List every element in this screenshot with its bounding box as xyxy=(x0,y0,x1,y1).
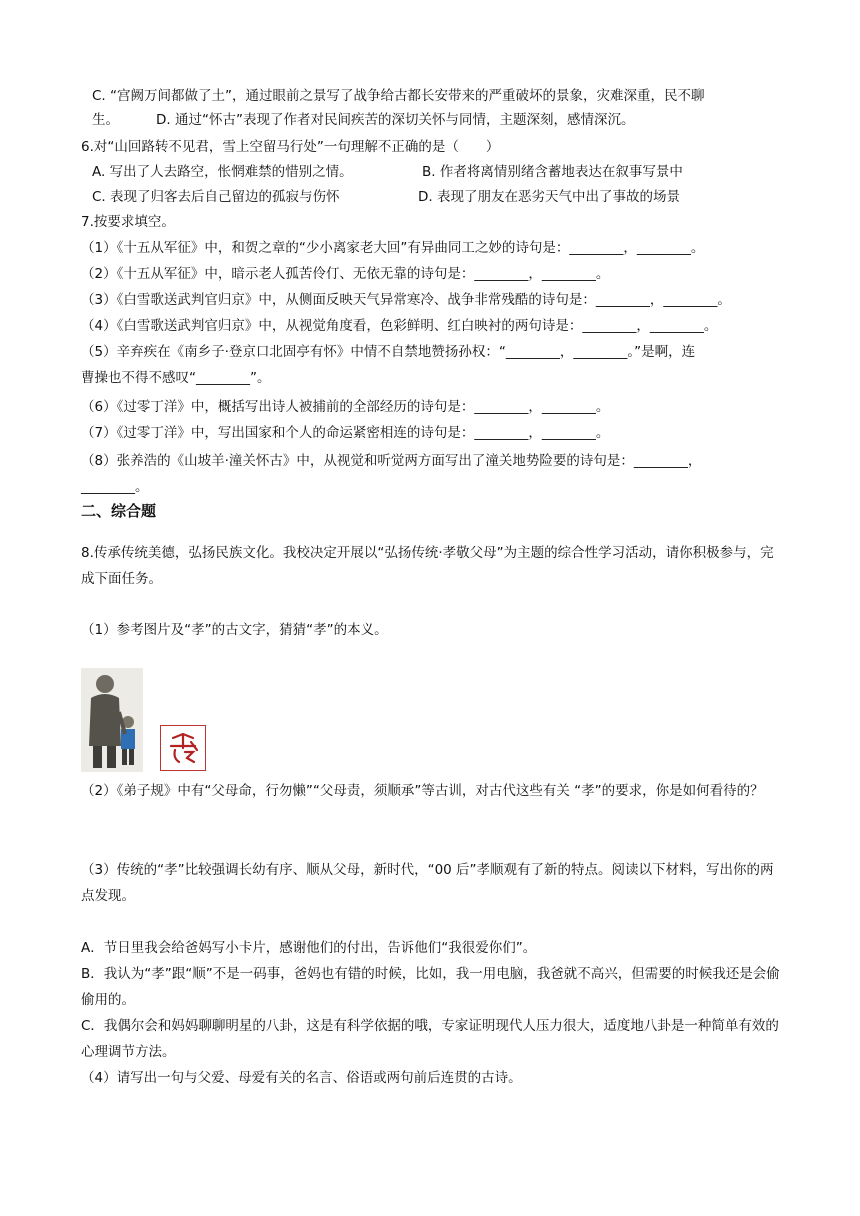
ancient-xiao-character-seal xyxy=(160,725,206,771)
material-b: B．我认为“孝”跟“顺”不是一码事，爸妈也有错的时候，比如，我一用电脑，我爸就不高兴，但需要的时候我还是会偷偷用的。 xyxy=(81,966,780,1008)
q7-item-8: （8）张养浩的《山坡羊·潼关怀古》中，从视觉和听觉两方面写出了潼关地势险要的诗句是：________， xyxy=(81,453,702,469)
q7-item-3: （3）《白雪歌送武判官归京》中，从侧面反映天气异常寒冷、战争非常残酷的诗句是：________，________。 xyxy=(81,292,731,308)
material-c: C．我偶尔会和妈妈聊聊明星的八卦，这是有科学依据的哦，专家证明现代人压力很大，适度地八卦是一种简单有效的心理调节方法。 xyxy=(81,1018,779,1060)
q7-item-7: （7）《过零丁洋》中，写出国家和个人的命运紧密相连的诗句是：________，________。 xyxy=(81,425,610,441)
q5-option-c: C. “宫阙万间都做了土”，通过眼前之景写了战争给古都长安带来的严重破坏的景象，灾难深重，民不聊 xyxy=(92,88,705,104)
q7-item-6: （6）《过零丁洋》中，概括写出诗人被捕前的全部经历的诗句是：________，________。 xyxy=(81,399,610,415)
q7-stem: 7.按要求填空。 xyxy=(81,214,175,230)
q7-item-5: （5）辛弃疾在《南乡子·登京口北固亭有怀》中情不自禁地赞扬孙权：“________，________。”是啊，连 xyxy=(81,344,696,360)
q6-option-a: A. 写出了人去路空，怅惘难禁的惜别之情。 xyxy=(92,164,353,180)
q6-stem: 6.对“山回路转不见君，雪上空留马行处”一句理解不正确的是（ ） xyxy=(81,139,500,155)
elder-and-child-illustration xyxy=(81,668,143,772)
q6-option-b: B. 作者将离情别绪含蓄地表达在叙事写景中 xyxy=(422,164,683,180)
q8-task-4: （4）请写出一句与父爱、母爱有关的名言、俗语或两句前后连贯的古诗。 xyxy=(81,1070,522,1086)
section-heading: 二、综合题 xyxy=(81,502,157,520)
q7-item-5-continued: 曹操也不得不感叹“________”。 xyxy=(81,370,271,386)
q7-item-2: （2）《十五从军征》中，暗示老人孤苦伶仃、无依无靠的诗句是：________，________。 xyxy=(81,266,610,282)
q6-option-c: C. 表现了归客去后自己留边的孤寂与伤怀 xyxy=(92,189,340,205)
q7-item-4: （4）《白雪歌送武判官归京》中，从视觉角度看，色彩鲜明、红白映衬的两句诗是：________，________。 xyxy=(81,318,718,334)
q5-option-c-continued: 生。 xyxy=(92,112,119,128)
q8-intro: 8.传承传统美德，弘扬民族文化。我校决定开展以“弘扬传统·孝敬父母”为主题的综合性学习活动，请你积极参与，完成下面任务。 xyxy=(81,545,774,587)
q7-item-1: （1）《十五从军征》中，和贺之章的“少小离家老大回”有异曲同工之妙的诗句是：________，________。 xyxy=(81,240,705,256)
q7-item-8-continued: ________。 xyxy=(81,479,149,495)
q8-task-3: （3）传统的“孝”比较强调长幼有序、顺从父母，新时代，“00 后”孝顺观有了新的特点。阅读以下材料，写出你的两点发现。 xyxy=(81,862,774,904)
q8-task-2: （2）《弟子规》中有“父母命，行勿懒”“父母责，须顺承”等古训，对古代这些有关 “孝”的要求，你是如何看待的？ xyxy=(81,783,764,799)
q8-task-1: （1）参考图片及“孝”的古文字，猜猜“孝”的本义。 xyxy=(81,622,388,638)
q6-option-d: D. 表现了朋友在恶劣天气中出了事故的场景 xyxy=(418,189,680,205)
q5-option-d: D. 通过“怀古”表现了作者对民间疾苦的深切关怀与同情，主题深刻，感情深沉。 xyxy=(156,112,635,128)
material-a: A．节日里我会给爸妈写小卡片，感谢他们的付出，告诉他们“我很爱你们”。 xyxy=(81,940,537,956)
